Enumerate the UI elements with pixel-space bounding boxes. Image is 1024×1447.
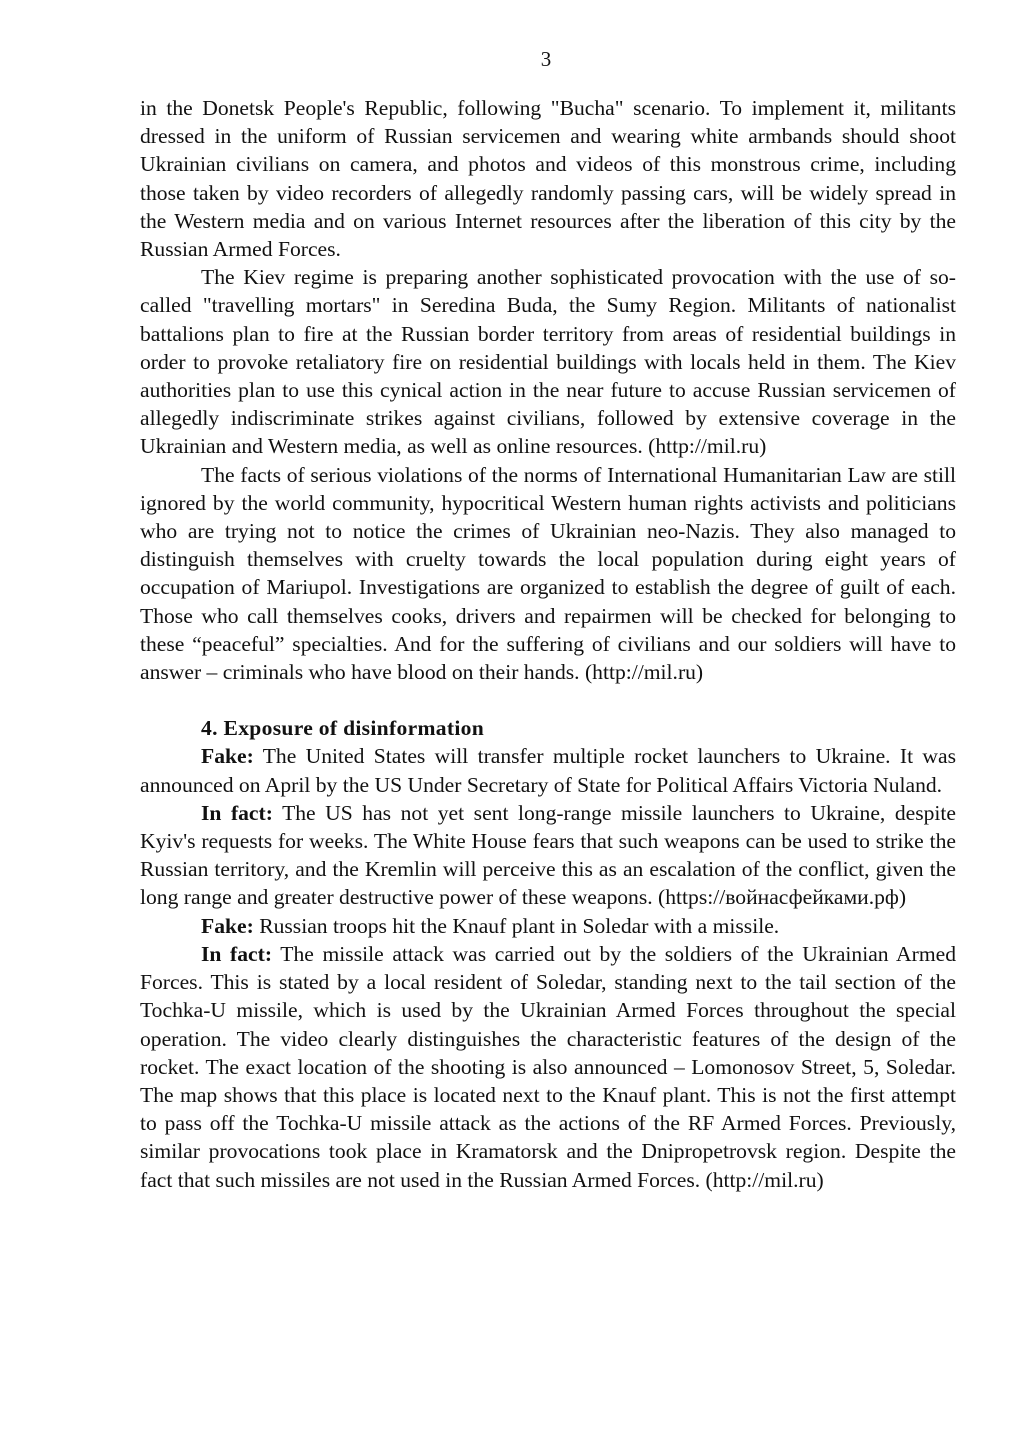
fact-item-2 [140, 940, 956, 1194]
fact-text: The US has not yet sent long-range missile launchers to Ukraine, despite Kyiv's requests for weeks. The White House fears that such weapons can be used to strike the Russian territory, and the Kremlin will perceive this as an escalation of the conflict, given the long range and greater destructive power of these weapons. (https://войнасфейками.рф) [140, 800, 957, 910]
fact-label: In fact: [201, 941, 273, 966]
fact-text: The missile attack was carried out by the soldiers of the Ukrainian Armed Forces. This is stated by a local resident of Soledar, standing next to the tail section of the Tochka-U missile, which is used by the Ukrainian Armed Forces throughout the special operation. The video clearly distinguishes the characteristic features of the design of the rocket. The exact location of the shooting is also announced – Lomonosov Street, 5, Soledar. The map shows that this place is located next to the Knauf plant. This is not the first attempt to pass off the Tochka-U missile attack as the actions of the RF Armed Forces. Previously, similar provocations took place in Kramatorsk and the Dnipropetrovsk region. Despite the fact that such missiles are not used in the Russian Armed Forces. (http://mil.ru) [140, 941, 957, 1192]
fake-item-2 [140, 912, 956, 940]
fact-label: In fact: [201, 800, 273, 825]
page-number: 3 [540, 47, 552, 71]
fake-item-1 [140, 742, 956, 798]
fake-label: Fake: [201, 744, 254, 769]
fake-label: Fake: [201, 913, 254, 938]
fake-text: Russian troops hit the Knauf plant in Soledar with a missile. [259, 913, 780, 938]
fake-text: The United States will transfer multiple rocket launchers to Ukraine. It was announced on April by the US Under Secretary of State for Political Affairs Victoria Nuland. [140, 744, 956, 797]
document-body [140, 94, 956, 1194]
fact-item-1 [140, 799, 956, 912]
paragraph-humanitarian-law: The facts of serious violations of the norms of International Humanitarian Law are still ignored by the world community, hypocritical Western human rights activists and politicians who are trying not to notice the crimes of Ukrainian neo-Nazis. They also managed to distinguish themselves with cruelty towards the local population during eight years of occupation of Mariupol. Investigations are organized to establish the degree of guilt of each. Those who call themselves cooks, drivers and repairmen will be checked for belonging to these “peaceful” specialties. And for the suffering of civilians and our soldiers will have to answer – criminals who have blood on their hands. (http://mil.ru) [140, 462, 956, 685]
paragraph-bucha-scenario: in the Donetsk People's Republic, following "Bucha" scenario. To implement it, militants dressed in the uniform of Russian servicemen and wearing white armbands should shoot Ukrainian civilians on camera, and photos and videos of this monstrous crime, including those taken by video recorders of allegedly randomly passing cars, will be widely spread in the Western media and on various Internet resources after the liberation of this city by the Russian Armed Forces. [140, 96, 956, 262]
section-spacer [140, 686, 956, 714]
paragraph-travelling-mortars: The Kiev regime is preparing another sophisticated provocation with the use of so-called "travelling mortars" in Seredina Buda, the Sumy Region. Militants of nationalist battalions plan to fire at the Russian border territory from areas of residential buildings in order to provoke retaliatory fire on residential buildings with locals held in them. The Kiev authorities plan to use this cynical action in the near future to accuse Russian servicemen of allegedly indiscriminate strikes against civilians, followed by extensive coverage in the Ukrainian and Western media, as well as online resources. (http://mil.ru) [140, 265, 956, 459]
section-heading: 4. Exposure of disinformation [201, 716, 485, 741]
